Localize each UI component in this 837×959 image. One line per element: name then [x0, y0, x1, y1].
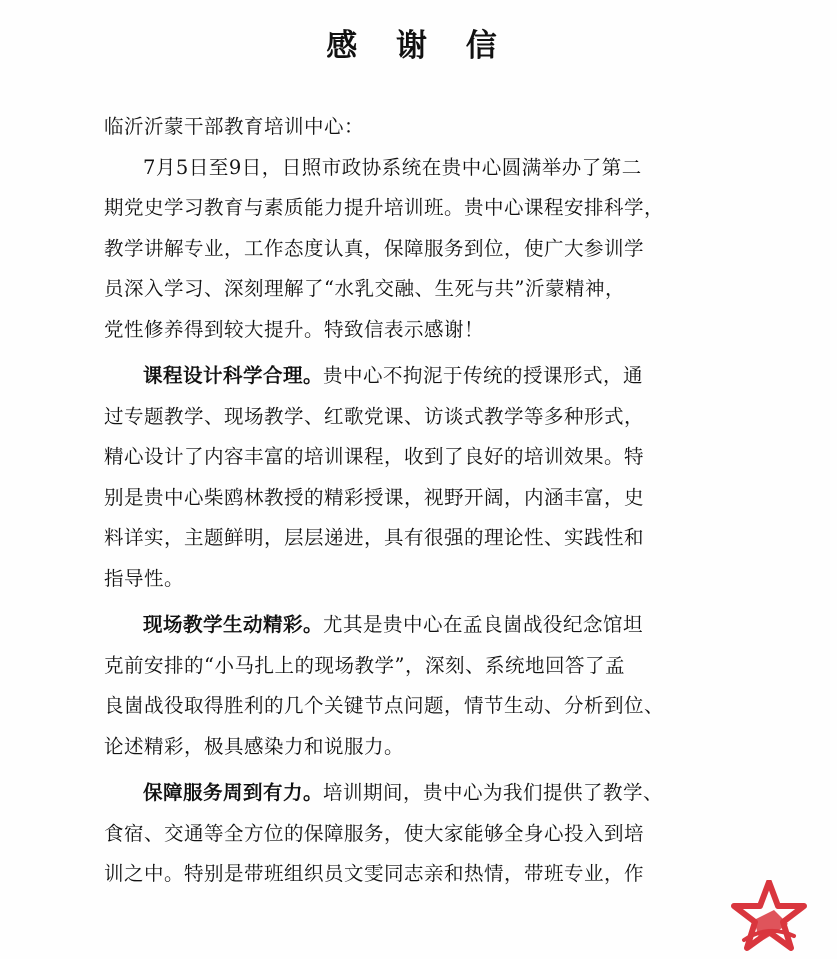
paragraph-line: 7月5日至9日，日照市政协系统在贵中心圆满举办了第二 — [143, 155, 642, 179]
paragraph-line: 指导性。 — [104, 566, 185, 590]
paragraph-4 — [104, 773, 734, 895]
paragraph-first-rest: 尤其是贵中心在孟良崮战役纪念馆坦 — [323, 613, 644, 636]
star-flag — [754, 910, 788, 942]
paragraph-line: 别是贵中心柴鸥林教授的精彩授课，视野开阔，内涵丰富，史 — [104, 485, 645, 509]
red-star-logo-icon — [730, 880, 808, 952]
paragraph-lead: 现场教学生动精彩。 — [143, 613, 324, 636]
paragraph-line: 期党史学习教育与素质能力提升培训班。贵中心课程安排科学， — [104, 196, 665, 219]
paragraph-lead: 保障服务周到有力。 — [143, 781, 324, 804]
paragraph-line: 精心设计了内容丰富的培训课程，收到了良好的培训效果。特 — [104, 445, 645, 468]
salutation: 临沂沂蒙干部教育培训中心： — [104, 115, 365, 138]
paragraph-line: 克前安排的“小马扎上的现场教学”，深刻、系统地回答了孟 — [104, 653, 625, 677]
paragraph-first-line — [104, 773, 734, 814]
letter-body — [104, 107, 734, 901]
paragraph-line: 党性修养得到较大提升。特致信表示感谢！ — [104, 317, 485, 341]
paragraph-line: 过专题教学、现场教学、红歌党课、访谈式教学等多种形式， — [104, 404, 645, 428]
paragraph-1 — [104, 148, 734, 351]
paragraph-line: 良崮战役取得胜利的几个关键节点问题，情节生动、分析到位、 — [104, 694, 665, 717]
paragraph-first-rest: 培训期间，贵中心为我们提供了教学、 — [323, 781, 664, 804]
paragraph-line: 员深入学习、深刻理解了“水乳交融、生死与共”沂蒙精神， — [104, 277, 625, 300]
paragraph-line: 训之中。特别是带班组织员文雯同志亲和热情，带班专业，作 — [104, 862, 645, 885]
paragraph-3 — [104, 605, 734, 767]
paragraph-line: 料详实，主题鲜明，层层递进，具有很强的理论性、实践性和 — [104, 526, 645, 549]
paragraph-first-line — [104, 605, 734, 646]
page-title: 感 谢 信 — [326, 28, 511, 64]
paragraph-lead: 课程设计科学合理。 — [143, 364, 324, 387]
paragraph-2 — [104, 356, 734, 599]
paragraph-line: 教学讲解专业，工作态度认真，保障服务到位，使广大参训学 — [104, 236, 645, 260]
paragraph-line: 论述精彩，极具感染力和说服力。 — [104, 734, 405, 758]
paragraph-first-line — [104, 356, 734, 397]
paragraph-first-rest: 贵中心不拘泥于传统的授课形式，通 — [323, 364, 644, 387]
paragraph-line: 食宿、交通等全方位的保障服务，使大家能够全身心投入到培 — [104, 821, 645, 845]
